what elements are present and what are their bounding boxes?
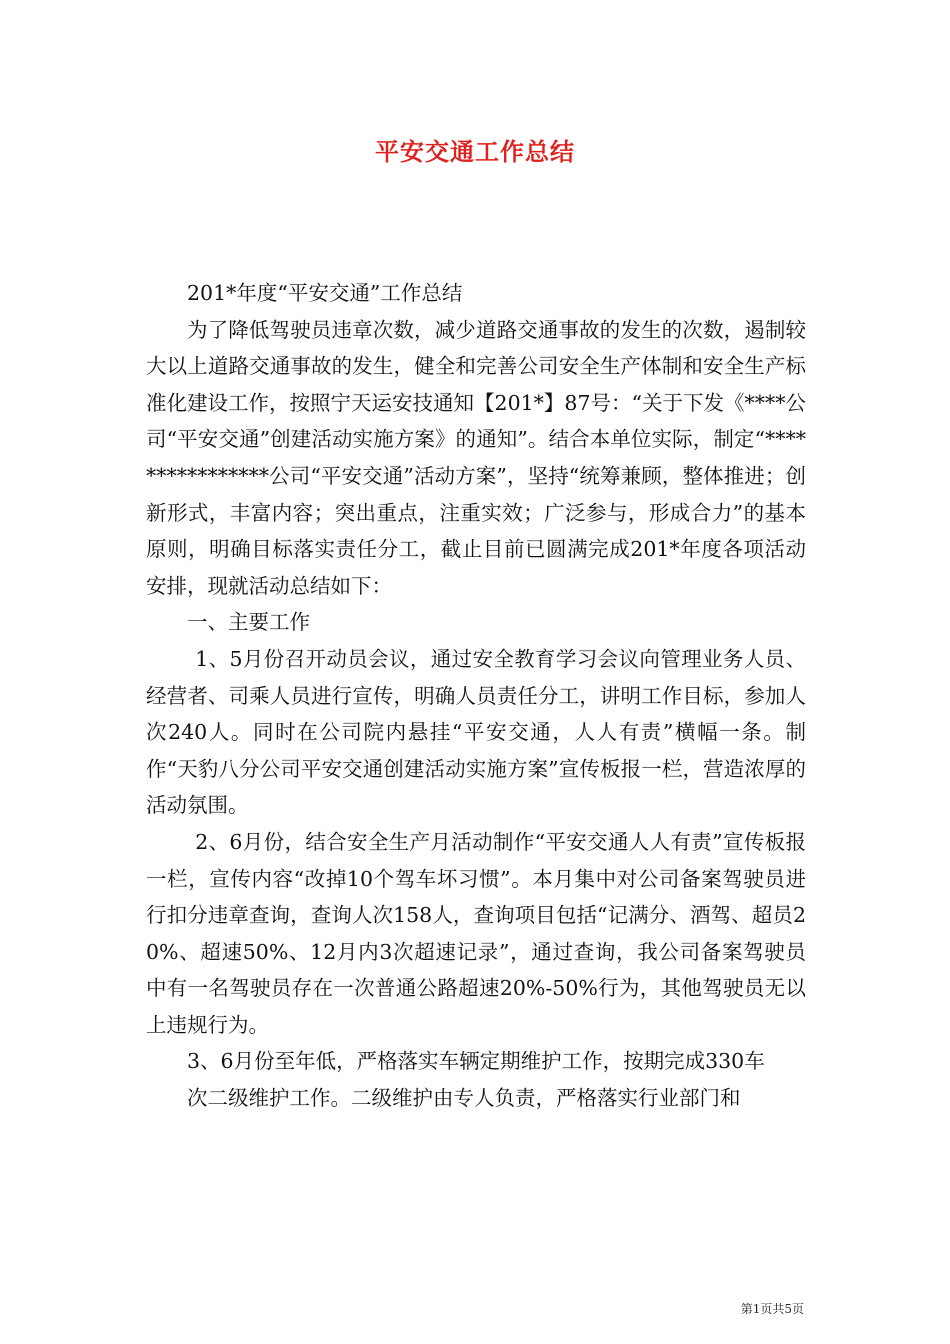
- paragraph-item-3: 3、6月份至年低，严格落实车辆定期维护工作，按期完成330车: [187, 1049, 765, 1074]
- paragraph-item-1: 1、5月份召开动员会议，通过安全教育学习会议向管理业务人员、经营者、司乘人员进行宣传，明确人员责任分工，讲明工作目标，参加人次240人。同时在公司院内悬挂“平安交通，人人有责”横幅一条。制作“天豹八分公司平安交通创建活动实施方案”宣传板报一栏，营造浓厚的活动氛围。: [146, 646, 806, 818]
- paragraph-heading: 201*年度“平安交通”工作总结: [187, 281, 463, 305]
- page-number: 第1页共5页: [740, 1302, 804, 1316]
- paragraph-item-2: 2、6月份，结合安全生产月活动制作“平安交通人人有责”宣传板报一栏，宣传内容“改掉10个驾车坏习惯”。本月集中对公司备案驾驶员进行扣分违章查询，查询人次158人，查询项目包括“记满分、酒驾、超员20%、超速50%、12月内3次超速记录”，通过查询，我公司备案驾驶员中有一名驾驶员存在一次普通公路超速20%-50%行为，其他驾驶员无以上违规行为。: [146, 829, 806, 1037]
- document-body: [146, 275, 806, 1117]
- section-heading: 一、主要工作: [187, 610, 310, 635]
- document-title: 平安交通工作总结: [375, 138, 575, 166]
- paragraph-intro: 为了降低驾驶员违章次数，减少道路交通事故的发生的次数，遏制较大以上道路交通事故的发生，健全和完善公司安全生产体制和安全生产标准化建设工作，按照宁天运安技通知【201*】87号：“关于下发《****公司“平安交通”创建活动实施方案》的通知”。结合本单位实际，制定“****************公司“平安交通”活动方案”，坚持“统筹兼顾，整体推进；创新形式，丰富内容；突出重点，注重实效；广泛参与，形成合力”的基本原则，明确目标落实责任分工，截止目前已圆满完成201*年度各项活动安排，现就活动总结如下：: [146, 317, 806, 598]
- paragraph-item-3-continued: 次二级维护工作。二级维护由专人负责，严格落实行业部门和: [187, 1086, 741, 1111]
